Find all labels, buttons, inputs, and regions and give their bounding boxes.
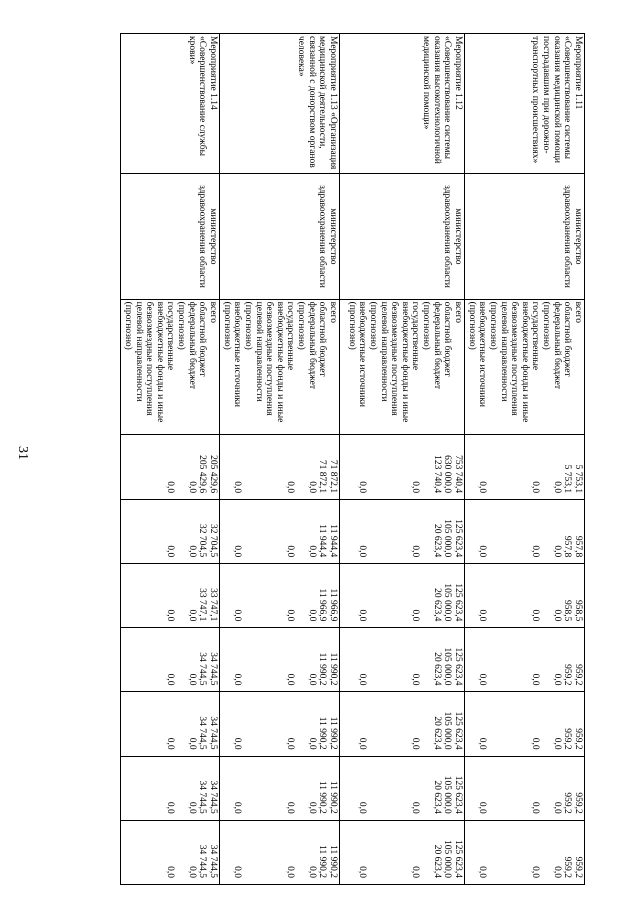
amount-value: 11 966,9 [317,588,328,622]
amount-value: 125 623,4 [453,711,463,750]
amount-value: 105 000,0 [442,840,453,878]
amount-value: 0,0 [477,866,488,878]
amount-value: 20 623,4 [431,780,442,814]
amount-value: 0,0 [410,866,421,878]
amount-cell [340,628,465,692]
funding-source-label: федеральный бюджет (прогнозно) [541,301,562,390]
rotated-page-content [68,33,585,885]
funding-source-label: всего [573,301,583,323]
amount-value: 34 744,5 [208,780,218,814]
funding-source-label: всего [328,301,338,323]
amount-value: 0,0 [357,609,368,622]
amount-value: 125 623,4 [453,519,463,558]
amount-cell [220,434,340,499]
amount-value: 0,0 [551,737,562,750]
amount-value: 958,5 [573,599,583,622]
amount-value: 959,2 [562,728,573,750]
event-executor: министерство здравоохранения области [121,174,220,299]
amount-cell [340,820,465,884]
amount-value: 11 966,9 [328,588,338,622]
amount-value: 0,0 [186,481,197,494]
amount-value: 11 990,2 [328,716,338,750]
amount-value: 0,0 [232,481,243,494]
amount-value: 11 990,2 [317,652,328,686]
amount-value: 34 744,5 [197,652,208,686]
amount-cell [121,564,220,628]
amount-cell [220,564,340,628]
amount-value: 957,8 [573,535,583,558]
amount-value: 34 744,5 [197,780,208,814]
event-row [465,34,585,885]
amount-cell [465,756,585,820]
amount-value: 205 429,6 [208,455,218,494]
amount-value: 0,0 [232,609,243,622]
amount-value: 34 744,5 [208,652,218,686]
amount-value: 959,2 [562,664,573,686]
amount-value: 0,0 [285,737,296,750]
amount-value: 0,0 [186,673,197,686]
funding-source-label: внебюджетные источники (прогнозно) [221,301,243,408]
amount-cell [340,434,465,499]
amount-value: 71 872,1 [317,459,328,494]
amount-cell [465,500,585,564]
amount-value: 34 744,5 [197,844,208,878]
amount-cell [121,434,220,499]
amount-value: 0,0 [530,545,541,558]
amount-value: 11 944,4 [328,524,338,558]
amount-value: 0,0 [357,545,368,558]
amount-value: 20 623,4 [431,716,442,750]
amount-value: 0,0 [306,673,317,686]
amount-value: 0,0 [477,609,488,622]
funding-source-label: федеральный бюджет (прогнозно) [296,301,317,390]
amount-cell [465,692,585,756]
amount-value: 959,2 [562,792,573,814]
funding-source-label: внебюджетные источники (прогнозно) [346,301,368,408]
amount-value: 11 990,2 [328,652,338,686]
amount-value: 0,0 [357,673,368,686]
event-executor: министерство здравоохранения области [220,174,340,299]
amount-value: 959,2 [573,664,583,686]
event-name: Мероприятие 1.14 «Совершенствование службы крови» [121,34,220,174]
amount-value: 11 990,2 [328,845,338,878]
amount-value: 0,0 [410,673,421,686]
amount-cell [220,500,340,564]
amount-cell [465,434,585,499]
page-number: 31 [15,446,30,460]
amount-cell [465,628,585,692]
amount-value: 958,5 [562,599,573,622]
amount-cell [220,756,340,820]
funding-source-label: федеральный бюджет (прогнозно) [176,301,197,390]
amount-value: 33 747,1 [208,588,218,622]
amount-value: 11 944,4 [317,524,328,558]
amount-value: 0,0 [551,481,562,494]
amount-value: 0,0 [285,866,296,878]
event-executor: министерство здравоохранения области [465,174,585,299]
amount-value: 0,0 [232,545,243,558]
funding-sources [465,299,585,434]
amount-value: 0,0 [306,609,317,622]
amount-value: 0,0 [285,481,296,494]
amount-value: 0,0 [285,545,296,558]
amount-value: 34 744,5 [208,716,218,750]
amount-value: 0,0 [477,545,488,558]
amount-value: 205 429,6 [197,455,208,494]
amount-value: 957,8 [562,535,573,558]
amount-value: 0,0 [186,866,197,878]
amount-value: 11 990,2 [317,780,328,814]
amount-value: 959,2 [562,856,573,878]
amount-value: 33 747,1 [197,588,208,622]
funding-table [120,33,585,885]
amount-value: 0,0 [551,673,562,686]
amount-value: 0,0 [551,545,562,558]
funding-source-label: внебюджетные источники (прогнозно) [466,301,488,408]
amount-cell [340,500,465,564]
amount-value: 32 704,5 [208,523,218,558]
amount-value: 0,0 [410,609,421,622]
amount-cell [465,820,585,884]
amount-cell [220,628,340,692]
amount-value: 105 000,0 [442,711,453,750]
amount-value: 11 990,2 [317,845,328,878]
funding-source-label: всего [208,301,218,323]
funding-source-label: всего [453,301,463,323]
funding-source-label: федеральный бюджет (прогнозно) [421,301,442,390]
funding-source-label: государственные внебюджетные фонды и иные безвозмездные поступления целевой направленности (прогнозно) [123,301,176,423]
funding-table-body [121,34,585,885]
amount-cell [340,756,465,820]
amount-value: 0,0 [530,801,541,814]
amount-cell [340,564,465,628]
amount-value: 71 872,1 [328,459,338,494]
amount-value: 20 623,4 [431,652,442,686]
amount-value: 0,0 [410,545,421,558]
amount-value: 0,0 [285,801,296,814]
amount-value: 0,0 [410,737,421,750]
amount-value: 0,0 [306,545,317,558]
funding-sources [121,299,220,434]
event-name: Мероприятие 1.13 «Организация медицинской деятельности, связанной с донорством органов человека» [220,34,340,174]
amount-value: 0,0 [186,545,197,558]
event-executor: министерство здравоохранения области [340,174,465,299]
amount-value: 105 000,0 [442,519,453,558]
amount-value: 0,0 [357,737,368,750]
amount-value: 0,0 [165,737,176,750]
amount-value: 20 623,4 [431,588,442,622]
amount-value: 0,0 [551,609,562,622]
amount-cell [121,756,220,820]
amount-value: 0,0 [285,673,296,686]
amount-value: 125 623,4 [453,647,463,686]
funding-source-label: государственные внебюджетные фонды и иные безвозмездные поступления целевой направленности (прогнозно) [368,301,421,423]
funding-source-label: областной бюджет [317,301,328,377]
amount-value: 0,0 [232,801,243,814]
amount-value: 20 623,4 [431,844,442,878]
amount-value: 0,0 [306,866,317,878]
amount-value: 5 753,1 [573,464,583,494]
amount-value: 0,0 [530,866,541,878]
amount-value: 959,2 [573,728,583,750]
amount-value: 0,0 [477,737,488,750]
amount-value: 0,0 [410,481,421,494]
amount-value: 753 740,4 [453,455,463,494]
amount-cell [465,564,585,628]
amount-value: 0,0 [306,801,317,814]
amount-cell [121,500,220,564]
amount-value: 0,0 [477,801,488,814]
amount-value: 32 704,5 [197,523,208,558]
amount-value: 0,0 [165,801,176,814]
event-row [121,34,220,885]
amount-value: 125 623,4 [453,583,463,622]
amount-value: 0,0 [357,481,368,494]
amount-value: 20 623,4 [431,523,442,558]
amount-value: 105 000,0 [442,647,453,686]
funding-source-label: государственные внебюджетные фонды и иные безвозмездные поступления целевой направленности (прогнозно) [488,301,541,423]
amount-value: 959,2 [573,792,583,814]
amount-value: 105 000,0 [442,775,453,814]
amount-value: 0,0 [357,866,368,878]
amount-value: 125 623,4 [453,775,463,814]
amount-value: 0,0 [551,801,562,814]
amount-value: 0,0 [357,801,368,814]
funding-source-label: государственные внебюджетные фонды и иные безвозмездные поступления целевой направленности (прогнозно) [243,301,296,423]
funding-source-label: областной бюджет [562,301,573,377]
amount-value: 0,0 [306,481,317,494]
amount-value: 0,0 [306,737,317,750]
event-name: Мероприятие 1.12 «Совершенствование системы оказания высокотехнологичной медицинской помощи» [340,34,465,174]
amount-value: 0,0 [165,866,176,878]
amount-value: 0,0 [530,609,541,622]
amount-cell [220,692,340,756]
event-name: Мероприятие 1.11 «Совершенствование системы оказания медицинской помощи пострадавшим при дорожно-транспортных происшествиях» [465,34,585,174]
amount-cell [220,820,340,884]
amount-value: 0,0 [232,866,243,878]
amount-value: 0,0 [530,481,541,494]
amount-value: 5 753,1 [562,464,573,494]
amount-value: 0,0 [477,673,488,686]
amount-value: 0,0 [410,801,421,814]
amount-value: 959,2 [573,856,583,878]
amount-cell [340,692,465,756]
funding-source-label: областной бюджет [197,301,208,377]
event-row [340,34,465,885]
amount-value: 123 740,4 [431,455,442,494]
amount-cell [121,692,220,756]
amount-value: 0,0 [165,545,176,558]
funding-source-label: областной бюджет [442,301,453,377]
amount-value: 0,0 [285,609,296,622]
amount-value: 0,0 [551,866,562,878]
amount-value: 125 623,4 [453,840,463,878]
amount-value: 0,0 [530,673,541,686]
amount-value: 0,0 [186,737,197,750]
amount-value: 34 744,5 [208,844,218,878]
amount-value: 630 000,0 [442,455,453,494]
amount-value: 0,0 [477,481,488,494]
amount-value: 11 990,2 [328,780,338,814]
amount-value: 34 744,5 [197,716,208,750]
amount-value: 0,0 [165,673,176,686]
amount-value: 0,0 [530,737,541,750]
funding-sources [340,299,465,434]
amount-value: 0,0 [186,609,197,622]
funding-sources [220,299,340,434]
amount-cell [121,628,220,692]
amount-value: 0,0 [232,673,243,686]
amount-cell [121,820,220,884]
amount-value: 0,0 [186,801,197,814]
amount-value: 0,0 [232,737,243,750]
amount-value: 105 000,0 [442,583,453,622]
amount-value: 0,0 [165,481,176,494]
event-row [220,34,340,885]
amount-value: 0,0 [165,609,176,622]
amount-value: 11 990,2 [317,716,328,750]
